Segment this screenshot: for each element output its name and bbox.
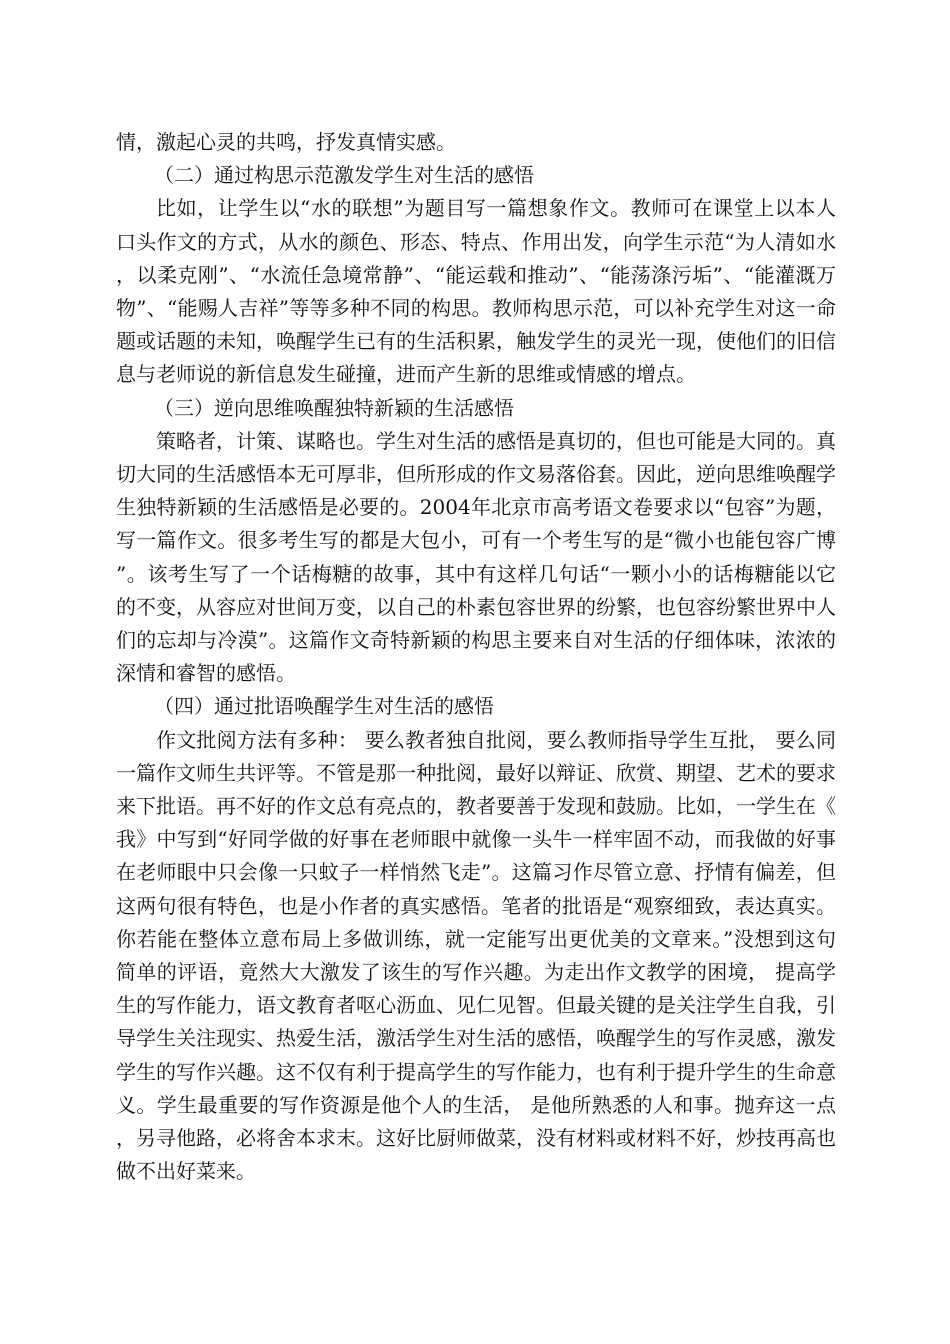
- paragraph-section-2: 比如，让学生以“水的联想”为题目写一篇想象作文。教师可在课堂上以本人口头作文的方式，从水的颜色、形态、特点、作用出发，向学生示范“为人清如水，以柔克刚”、“水流任急境常静”、“能运载和推动”、“能荡涤污垢”、“能灌溉万物”、“能赐人吉祥”等等多种不同的构思。教师构思示范，可以补充学生对这一命题或话题的未知，唤醒学生已有的生活积累，触发学生的灵光一现，使他们的旧信息与老师说的新信息发生碰撞，进而产生新的思维或情感的增点。: [116, 196, 836, 387]
- section-heading-2: （二）通过构思示范激发学生对生活的感悟: [154, 163, 534, 188]
- paragraph-section-3: 策略者，计策、谋略也。学生对生活的感悟是真切的，但也可能是大同的。真切大同的生活感悟本无可厚非，但所形成的作文易落俗套。因此，逆向思维唤醒学生独特新颖的生活感悟是必要的。2004年北京市高考语文卷要求以“包容”为题，写一篇作文。很多考生写的都是大包小，可有一个考生写的是“微小也能包容广博”。该考生写了一个话梅糖的故事，其中有这样几句话“一颗小小的话梅糖能以它的不变，从容应对世间万变，以自己的朴素包容世界的纷繁，也包容纷繁世界中人们的忘却与冷漠”。这篇作文奇特新颖的构思主要来自对生活的仔细体味，浓浓的深情和睿智的感悟。: [116, 428, 836, 686]
- paragraph-section-4: 作文批阅方法有多种： 要么教者独自批阅，要么教师指导学生互批， 要么同一篇作文师生共评等。不管是那一种批阅，最好以辩证、欣赏、期望、艺术的要求来下批语。再不好的作文总有亮点的，教者要善于发现和鼓励。比如，一学生在《我》中写到“好同学做的好事在老师眼中就像一头牛一样牢固不动，而我做的好事在老师眼中只会像一只蚊子一样悄然飞走”。这篇习作尽管立意、抒情有偏差，但这两句很有特色，也是小作者的真实感悟。笔者的批语是“观察细致，表达真实。你若能在整体立意布局上多做训练，就一定能写出更优美的文章来。”没想到这句简单的评语，竟然大大激发了该生的写作兴趣。为走出作文教学的困境， 提高学生的写作能力，语文教育者呕心沥血、见仁见智。但最关键的是关注学生自我，引导学生关注现实、热爱生活，激活学生对生活的感悟，唤醒学生的写作灵感，激发学生的写作兴趣。这不仅有利于提高学生的写作能力，也有利于提升学生的生命意义。学生最重要的写作资源是他个人的生活， 是他所熟悉的人和事。抛弃这一点，另寻他路，必将舍本求末。这好比厨师做菜，没有材料或材料不好，炒技再高也做不出好菜来。: [116, 727, 836, 1184]
- section-heading-4: （四）通过批语唤醒学生对生活的感悟: [154, 694, 494, 719]
- document-body: [116, 126, 836, 1189]
- paragraph-continuation: 情，激起心灵的共鸣，抒发真情实感。: [116, 130, 456, 154]
- section-heading-3: （三）逆向思维唤醒独特新颖的生活感悟: [154, 395, 514, 420]
